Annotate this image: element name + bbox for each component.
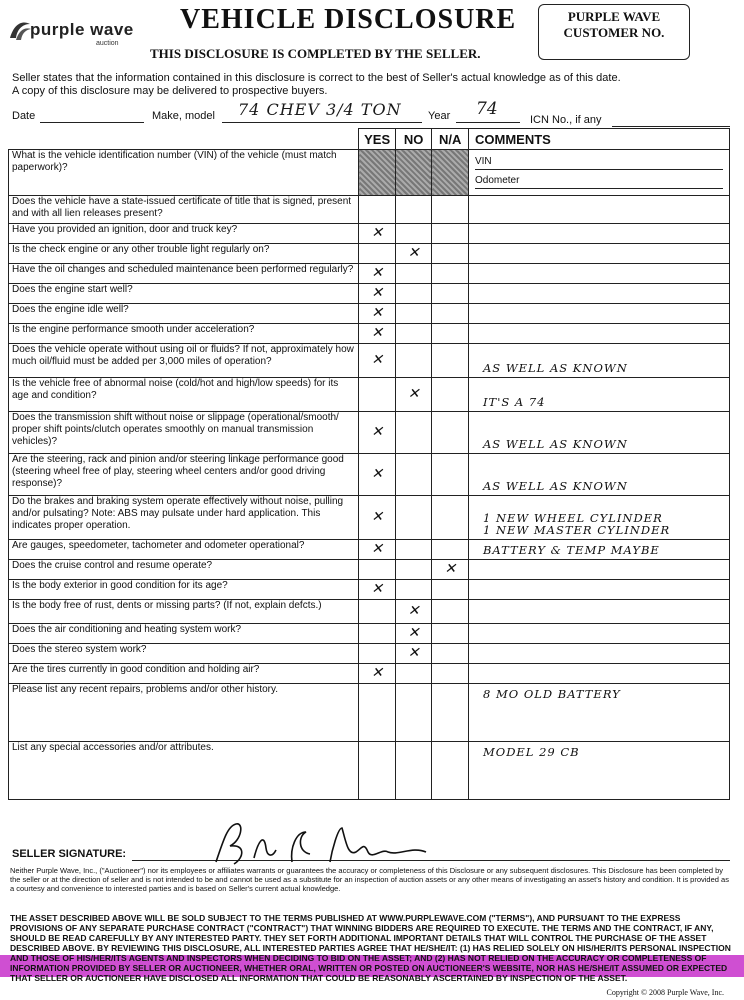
check-mark-icon: ✕ [371,465,383,482]
comment-cell[interactable] [468,664,729,684]
na-checkbox[interactable] [432,244,469,264]
question-cell: Are the tires currently in good condition and holding air? [9,664,359,684]
year-label: Year [428,110,451,122]
question-cell: Does the vehicle have a state-issued certificate of title that is signed, present and with all lien releases present? [9,196,359,224]
no-checkbox[interactable] [395,496,432,540]
table-row [9,150,730,196]
yes-checkbox[interactable] [359,196,396,224]
handwritten-comment: MODEL 29 CB [482,745,580,759]
question-cell: Have the oil changes and scheduled maintenance been performed regularly? [9,264,359,284]
customer-number-box [538,4,690,60]
no-checkbox[interactable] [395,600,432,624]
comment-cell[interactable] [468,644,729,664]
table-row [9,344,730,378]
comment-cell[interactable] [468,624,729,644]
table-row [9,600,730,624]
na-checkbox[interactable] [432,664,469,684]
question-cell: Does the stereo system work? [9,644,359,664]
check-mark-icon: ✕ [371,264,383,281]
handwritten-comment: AS WELL AS KNOWN [482,479,628,493]
yes-checkbox[interactable] [359,644,396,664]
no-checkbox[interactable] [395,580,432,600]
check-mark-icon: ✕ [407,244,420,261]
disclaimer-text: Neither Purple Wave, Inc., ("Auctioneer") nor its employees or affiliates warrants or guarantees the accuracy or completeness of this Disclosure or any subsequent disclosures. This Disclosure has been completed by the seller or at the direction of seller and is not intended to be and cannot be used as a substitute for an inspection of auction assets or any other means of investigating an asset's history and condition. It is provided as a courtesy and convenience to interested parties and is based on Seller's current actual knowledge. [10,866,729,893]
yes-checkbox[interactable] [359,224,396,244]
check-mark-icon: ✕ [371,284,383,301]
yes-checkbox[interactable] [359,150,396,196]
check-mark-icon: ✕ [407,602,420,619]
na-checkbox[interactable] [432,284,469,304]
check-mark-icon: ✕ [407,624,420,641]
yes-checkbox[interactable] [359,624,396,644]
logo-subtext: auction [96,40,119,47]
comment-cell[interactable] [468,496,729,540]
yes-checkbox[interactable] [359,664,396,684]
table-row [9,742,730,800]
no-checkbox[interactable] [395,624,432,644]
na-checkbox[interactable] [432,412,469,454]
date-field[interactable] [40,122,144,123]
handwritten-comment: IT'S A 74 [482,395,546,409]
page-subtitle: THIS DISCLOSURE IS COMPLETED BY THE SELLER. [150,46,481,61]
year-value: 74 [476,99,498,119]
customer-number-label: PURPLE WAVE CUSTOMER NO. [563,9,665,40]
na-checkbox[interactable] [432,304,469,324]
icn-field[interactable] [612,126,730,127]
yes-checkbox[interactable] [359,742,396,800]
vin-field[interactable]: VIN [475,156,723,170]
handwritten-comment: 8 MO OLD BATTERY [482,687,621,701]
question-cell: What is the vehicle identification number (VIN) of the vehicle (must match paperwork)? [9,150,359,196]
no-checkbox[interactable] [395,412,432,454]
logo [8,16,148,50]
na-header: N/A [432,129,469,150]
question-cell: Does the vehicle operate without using oil or fluids? If not, approximately how much oil/fluid must be added per 3,000 miles of operation? [9,344,359,378]
handwritten-comment: BATTERY & TEMP MAYBE [482,543,660,557]
check-mark-icon: ✕ [407,385,420,402]
na-checkbox[interactable] [432,742,469,800]
intro-line-1: Seller states that the information contained in this disclosure is correct to the best of Seller's actual knowledge as of this date. [12,72,621,84]
no-checkbox[interactable] [395,196,432,224]
handwritten-comment: 1 NEW WHEEL CYLINDER 1 NEW MASTER CYLINDER [482,511,671,537]
make-model-field[interactable] [222,122,422,123]
comment-cell[interactable] [468,378,729,412]
question-cell: Is the check engine or any other trouble light regularly on? [9,244,359,264]
seller-signature-mark [206,818,456,870]
na-checkbox[interactable] [432,150,469,196]
comment-cell[interactable] [468,224,729,244]
date-label: Date [12,110,36,122]
na-checkbox[interactable] [432,644,469,664]
intro-line-2: A copy of this disclosure may be delivered to prospective buyers. [12,85,328,97]
yes-checkbox[interactable] [359,560,396,580]
yes-checkbox[interactable] [359,378,396,412]
na-checkbox[interactable] [432,344,469,378]
question-cell: Is the body free of rust, dents or missing parts? (If not, explain defcts.) [9,600,359,624]
question-cell: Do the brakes and braking system operate effectively without noise, pulling and/or pulsating? Note: ABS may pulsate under hard application. This indicates proper operation. [9,496,359,540]
make-model-value: 74 CHEV 3/4 TON [238,100,402,119]
check-mark-icon: ✕ [371,664,383,681]
yes-checkbox[interactable] [359,304,396,324]
odometer-field[interactable]: Odometer [475,175,723,189]
table-row [9,378,730,412]
check-mark-icon: ✕ [371,324,383,341]
table-row [9,284,730,304]
na-checkbox[interactable] [432,324,469,344]
question-cell: Does the engine start well? [9,284,359,304]
question-cell: Does the cruise control and resume operate? [9,560,359,580]
yes-checkbox[interactable] [359,412,396,454]
comment-cell[interactable] [468,742,729,800]
na-checkbox[interactable] [432,224,469,244]
comment-cell[interactable] [468,580,729,600]
no-checkbox[interactable] [395,378,432,412]
table-row [9,412,730,454]
na-checkbox[interactable] [432,624,469,644]
table-row [9,454,730,496]
no-checkbox[interactable] [395,664,432,684]
na-checkbox[interactable] [432,378,469,412]
seller-signature-label: SELLER SIGNATURE: [12,848,127,860]
comment-cell[interactable] [468,196,729,224]
comment-cell[interactable] [468,600,729,624]
copyright-text: Copyright © 2008 Purple Wave, Inc. [606,988,724,997]
table-header-row [9,129,730,150]
question-cell: List any special accessories and/or attributes. [9,742,359,800]
no-checkbox[interactable] [395,304,432,324]
logo-text: purple wave [30,20,134,39]
table-row [9,224,730,244]
check-mark-icon: ✕ [371,580,383,597]
no-checkbox[interactable] [395,644,432,664]
table-row [9,624,730,644]
handwritten-comment: AS WELL AS KNOWN [482,361,628,375]
check-mark-icon: ✕ [371,508,383,525]
terms-text: THE ASSET DESCRIBED ABOVE WILL BE SOLD SUBJECT TO THE TERMS PUBLISHED AT WWW.PURPLEWAVE.COM ("TERMS"), AND PURSUANT TO THE EXPRESS PROVISIONS OF ANY SEPARATE PURCHASE CONTRACT ("CONTRACT") THAT WINNING BIDDERS ARE REQUIRED TO EXECUTE. THE TERMS AND THE CONTRACT, IF ANY, SHOULD BE READ CAREFULLY BY ANY INTERESTED PARTY. THEY SET FORTH ADDITIONAL IMPORTANT DETAILS THAT WILL CONTROL THE PURCHASE OF THE ASSET DESCRIBED ABOVE. BY REVIEWING THIS DISCLOSURE, ALL INTERESTED PARTIES AGREE THAT HE/SHE/IT: (1) HAS RELIED SOLELY ON HIS/HER/ITS PERSONAL INSPECTION AND THOSE OF HIS/HER/ITS AGENTS AND INSPECTORS WHEN DECIDING TO BID ON THE ASSET; AND (2) HAS NOT RELIED ON THE ACCURACY OR COMPLETENESS OF INFORMATION PROVIDED BY SELLER OR AUCTIONEER, WHETHER ORAL, WRITTEN OR POSTED ON AUCTIONEER'S WEBSITE, NOR HAS HE/SHE/IT ASSUMED OR EXPECTED THAT SELLER OR AUCTIONEER HAVE DISCLOSED ALL INFORMATION THAT COULD BE REASONABLY ASCERTAINED BY INSPECTION OF THE ASSET. [10,913,731,983]
table-row [9,304,730,324]
question-cell: Is the engine performance smooth under acceleration? [9,324,359,344]
na-checkbox[interactable] [432,540,469,560]
no-checkbox[interactable] [395,264,432,284]
comment-cell[interactable] [468,244,729,264]
yes-checkbox[interactable] [359,600,396,624]
check-mark-icon: ✕ [371,351,383,368]
na-checkbox[interactable] [432,684,469,742]
table-row [9,496,730,540]
yes-checkbox[interactable] [359,264,396,284]
icn-label: ICN No., if any [530,114,602,126]
no-checkbox[interactable] [395,224,432,244]
make-model-label: Make, model [152,110,215,122]
comment-cell[interactable] [468,684,729,742]
yes-checkbox[interactable] [359,496,396,540]
yes-checkbox[interactable] [359,540,396,560]
no-checkbox[interactable] [395,540,432,560]
page-title: VEHICLE DISCLOSURE [180,4,517,35]
question-header [9,129,359,150]
comment-cell[interactable] [468,150,729,196]
no-checkbox[interactable] [395,284,432,304]
yes-checkbox[interactable] [359,244,396,264]
comment-cell[interactable] [468,304,729,324]
question-cell: Does the engine idle well? [9,304,359,324]
table-row [9,540,730,560]
question-cell: Does the transmission shift without noise or slippage (operational/smooth/ proper shift points/clutch operates smoothly on manual transmission vehicles)? [9,412,359,454]
question-cell: Is the vehicle free of abnormal noise (cold/hot and high/low speeds) for its age and condition? [9,378,359,412]
no-checkbox[interactable] [395,454,432,496]
no-checkbox[interactable] [395,344,432,378]
na-checkbox[interactable] [432,264,469,284]
question-cell: Please list any recent repairs, problems and/or other history. [9,684,359,742]
no-checkbox[interactable] [395,150,432,196]
logo-wave-icon [8,18,32,44]
table-row [9,560,730,580]
question-cell: Does the air conditioning and heating system work? [9,624,359,644]
check-mark-icon: ✕ [407,644,420,661]
na-checkbox[interactable] [432,196,469,224]
disclosure-table [8,128,730,800]
no-checkbox[interactable] [395,244,432,264]
no-checkbox[interactable] [395,684,432,742]
yes-checkbox[interactable] [359,454,396,496]
comments-header: COMMENTS [468,129,729,150]
question-cell: Have you provided an ignition, door and truck key? [9,224,359,244]
comment-cell[interactable] [468,284,729,304]
na-checkbox[interactable] [432,496,469,540]
question-cell: Are gauges, speedometer, tachometer and odometer operational? [9,540,359,560]
na-checkbox[interactable] [432,600,469,624]
handwritten-comment: AS WELL AS KNOWN [482,437,628,451]
table-row [9,664,730,684]
comment-cell[interactable] [468,540,729,560]
table-row [9,580,730,600]
table-row [9,324,730,344]
table-row [9,244,730,264]
table-row [9,196,730,224]
na-checkbox[interactable] [432,454,469,496]
yes-header: YES [359,129,396,150]
check-mark-icon: ✕ [371,224,383,241]
comment-cell[interactable] [468,560,729,580]
yes-checkbox[interactable] [359,684,396,742]
yes-checkbox[interactable] [359,324,396,344]
na-checkbox[interactable] [432,560,469,580]
table-row [9,264,730,284]
no-checkbox[interactable] [395,560,432,580]
no-checkbox[interactable] [395,324,432,344]
no-header: NO [395,129,432,150]
no-checkbox[interactable] [395,742,432,800]
na-checkbox[interactable] [432,580,469,600]
check-mark-icon: ✕ [371,304,383,321]
table-row [9,684,730,742]
table-row [9,644,730,664]
comment-cell[interactable] [468,324,729,344]
year-field[interactable] [456,122,520,123]
question-cell: Are the steering, rack and pinion and/or steering linkage performance good (steering wheel free of play, steering wheel centers and/or good driving response)? [9,454,359,496]
check-mark-icon: ✕ [371,540,383,557]
comment-cell[interactable] [468,412,729,454]
comment-cell[interactable] [468,454,729,496]
comment-cell[interactable] [468,344,729,378]
check-mark-icon: ✕ [371,423,383,440]
question-cell: Is the body exterior in good condition for its age? [9,580,359,600]
yes-checkbox[interactable] [359,344,396,378]
check-mark-icon: ✕ [444,560,457,577]
yes-checkbox[interactable] [359,284,396,304]
yes-checkbox[interactable] [359,580,396,600]
comment-cell[interactable] [468,264,729,284]
